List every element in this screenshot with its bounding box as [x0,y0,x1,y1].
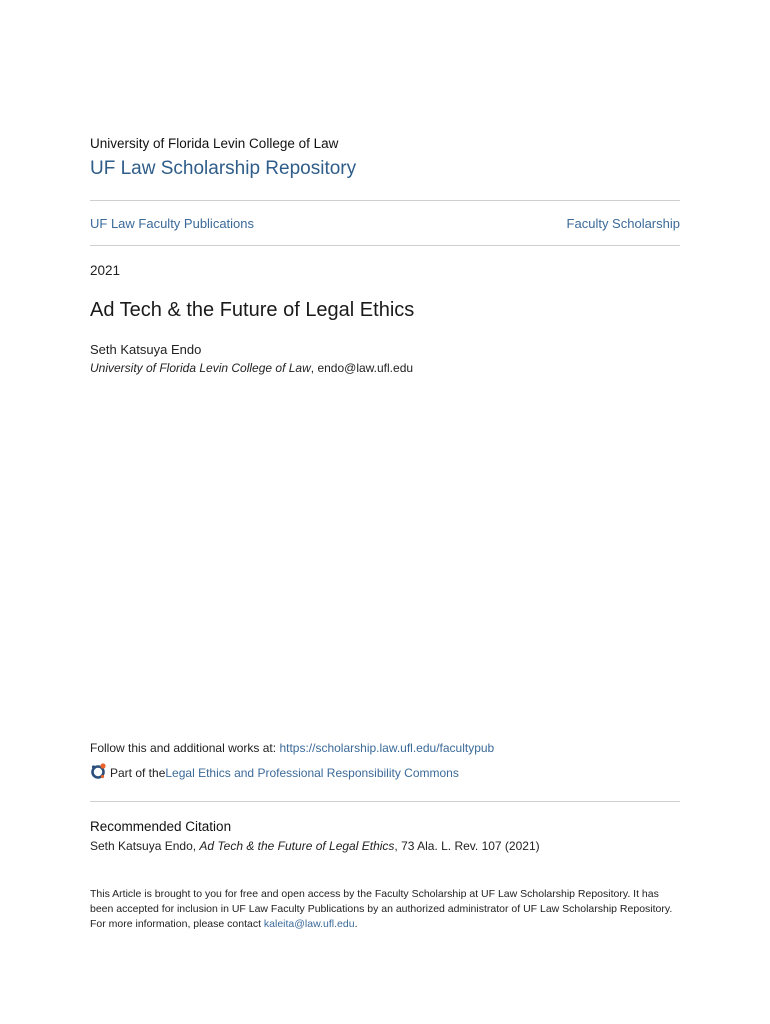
citation-author: Seth Katsuya Endo, [90,839,200,853]
author-name: Seth Katsuya Endo [90,342,202,357]
citation-title: Ad Tech & the Future of Legal Ethics [199,839,395,853]
recommended-citation-heading: Recommended Citation [90,819,232,834]
repository-title-link[interactable]: UF Law Scholarship Repository [90,158,357,179]
access-notice [90,887,680,932]
citation-rest: , 73 Ala. L. Rev. 107 (2021) [394,839,540,853]
legal-ethics-commons-link[interactable]: Legal Ethics and Professional Responsibility Commons [165,766,459,780]
contact-email-link[interactable]: kaleita@law.ufl.edu [263,918,355,930]
affiliation-separator: , [310,361,318,375]
article-title: Ad Tech & the Future of Legal Ethics [90,299,415,321]
follow-line [90,741,494,755]
affiliation-text: University of Florida Levin College of Law [90,361,311,375]
part-of-line [90,764,459,782]
institution-name: University of Florida Levin College of Law [90,136,339,151]
top-divider [90,200,680,201]
faculty-scholarship-link[interactable]: Faculty Scholarship [566,216,680,231]
part-of-prefix: Part of the [110,766,166,780]
nav-divider [90,245,680,246]
citation-text [90,839,540,853]
collection-nav [90,216,680,231]
facultypub-url-link[interactable]: https://scholarship.law.ufl.edu/facultypub [279,741,495,755]
author-email: endo@law.ufl.edu [317,361,414,375]
faculty-publications-link[interactable]: UF Law Faculty Publications [90,216,255,231]
follow-prefix: Follow this and additional works at: [90,741,280,755]
notice-end: . [354,918,358,930]
notice-text: This Article is brought to you for free and open access by the Faculty Scholarship at UF Law Scholarship Repository. It has been accepted for inclusion in UF Law Faculty Publications by an authorized administrator of UF Law Scholarship Repository. For more information, please contact [90,888,673,930]
publication-year: 2021 [90,263,121,278]
citation-divider [90,801,680,802]
cover-page [90,0,680,1024]
network-icon [90,762,108,780]
author-affiliation [90,361,413,375]
